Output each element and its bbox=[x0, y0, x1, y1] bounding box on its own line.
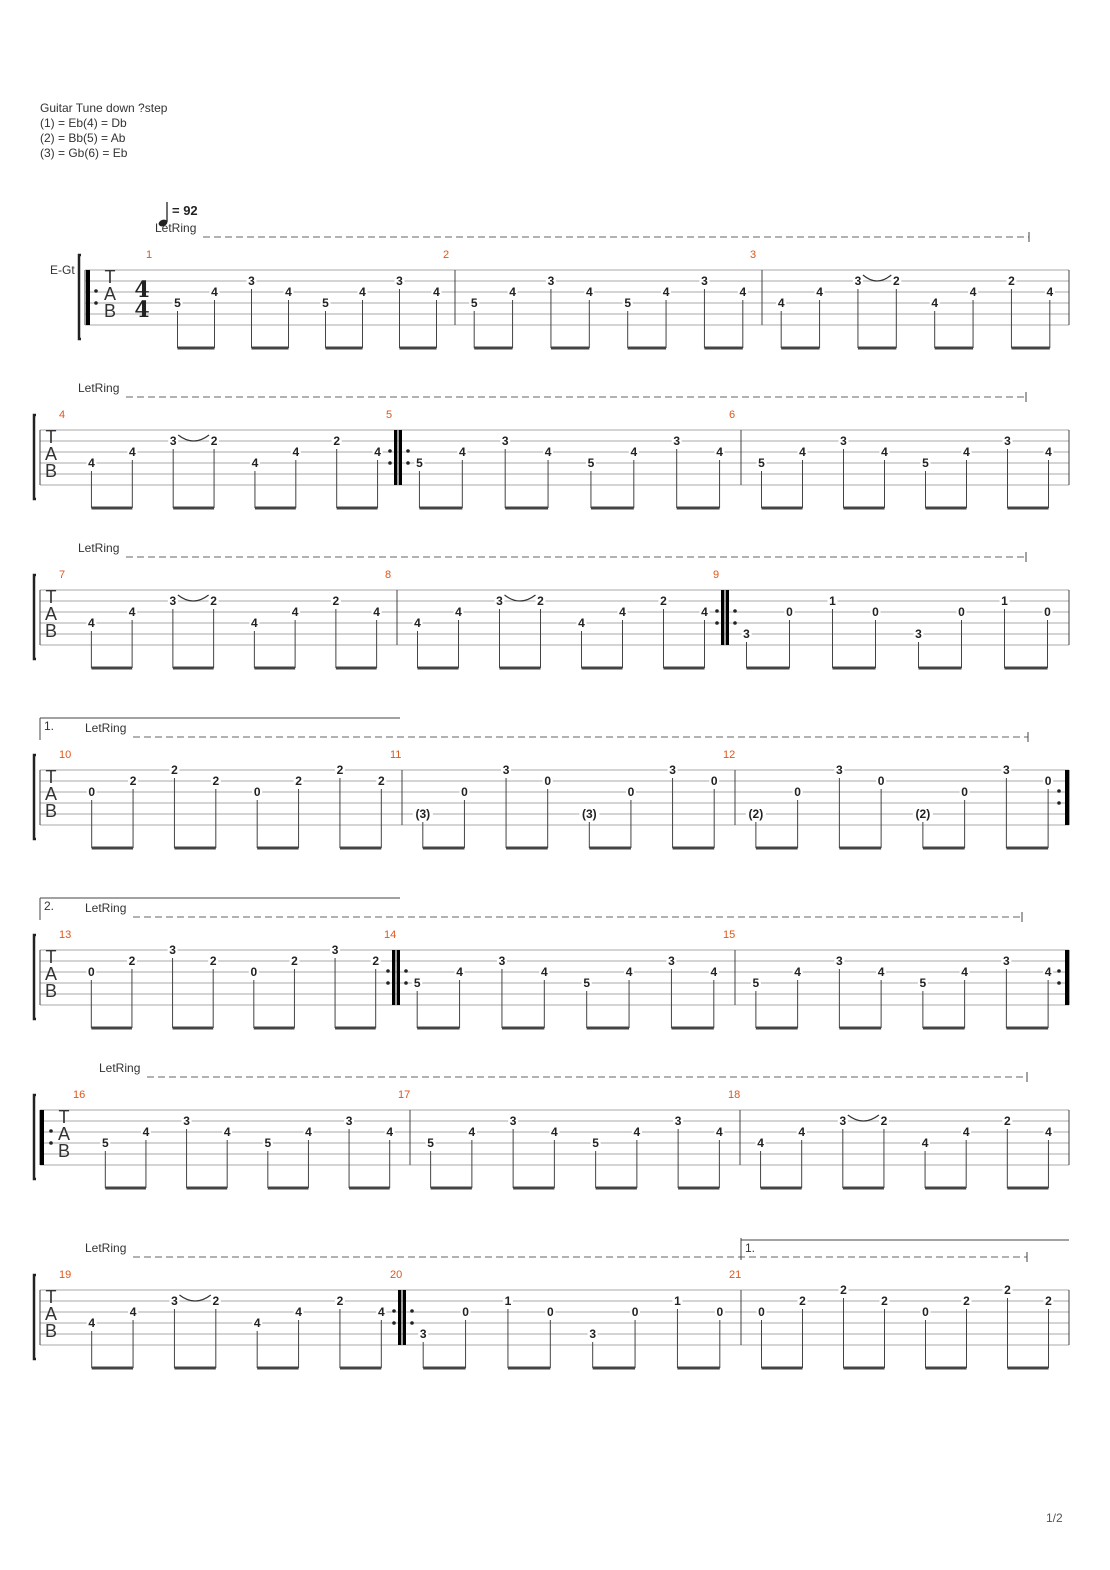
repeat-dot bbox=[406, 461, 410, 465]
tuning-line-2: (2) = Bb(5) = Ab bbox=[40, 131, 126, 145]
fret-number: 3 bbox=[674, 1114, 682, 1128]
repeat-thick-bar bbox=[403, 1290, 406, 1345]
fret-number: 3 bbox=[840, 434, 847, 448]
repeat-dot bbox=[388, 449, 392, 453]
fret-number: 0 bbox=[461, 785, 468, 799]
fret-number: 4 bbox=[128, 445, 136, 459]
repeat-thick-bar bbox=[398, 1290, 401, 1345]
fret-number: 4 bbox=[777, 296, 785, 310]
fret-number: 4 bbox=[544, 445, 552, 459]
fret-number: 3 bbox=[345, 1114, 353, 1128]
repeat-dot bbox=[1057, 969, 1061, 973]
fret-number: 3 bbox=[502, 763, 510, 777]
fret-number: 4 bbox=[285, 285, 292, 299]
tab-systems bbox=[34, 221, 1069, 1368]
fret-number: 2 bbox=[660, 594, 667, 608]
tab-system bbox=[34, 541, 1069, 668]
tempo-marking: = 92 bbox=[172, 203, 198, 218]
fret-number: 4 bbox=[921, 1136, 929, 1150]
fret-number: 2 bbox=[963, 1294, 970, 1308]
tab-clef-letter: A bbox=[44, 964, 58, 984]
fret-number: 3 bbox=[183, 1114, 190, 1128]
fret-number: 5 bbox=[416, 456, 423, 470]
measure-number: 14 bbox=[384, 929, 397, 941]
fret-number: 4 bbox=[877, 965, 885, 979]
measure-number: 1 bbox=[146, 249, 153, 261]
fret-number: 2 bbox=[212, 1294, 220, 1308]
fret-number: (3) bbox=[415, 807, 431, 821]
repeat-dot bbox=[1057, 789, 1061, 793]
fret-number: 3 bbox=[668, 954, 675, 968]
fret-number: 4 bbox=[799, 445, 806, 459]
let-ring-label: LetRing bbox=[99, 1061, 141, 1075]
fret-number: 0 bbox=[716, 1305, 724, 1319]
tab-clef-letter: A bbox=[44, 1304, 58, 1324]
tie-arc bbox=[178, 595, 209, 601]
fret-number: 3 bbox=[501, 434, 509, 448]
measure-number: 7 bbox=[59, 569, 66, 581]
fret-number: 4 bbox=[798, 1125, 806, 1139]
fret-number: 4 bbox=[373, 605, 380, 619]
fret-number: 4 bbox=[291, 605, 299, 619]
fret-number: 4 bbox=[739, 285, 747, 299]
tie-arc bbox=[863, 275, 891, 281]
fret-number: 3 bbox=[1003, 763, 1010, 777]
fret-number: 4 bbox=[881, 445, 888, 459]
fret-number: 0 bbox=[872, 605, 879, 619]
tab-clef-letter: B bbox=[44, 981, 58, 1001]
fret-number: 4 bbox=[757, 1136, 764, 1150]
fret-number: 4 bbox=[414, 616, 421, 630]
fret-number: 3 bbox=[836, 763, 843, 777]
fret-number: 2 bbox=[332, 594, 340, 608]
fret-number: 3 bbox=[669, 763, 676, 777]
fret-number: (2) bbox=[748, 807, 764, 821]
fret-number: 4 bbox=[931, 296, 939, 310]
fret-number: 1 bbox=[504, 1294, 512, 1308]
fret-number: 2 bbox=[377, 774, 385, 788]
fret-number: 4 bbox=[88, 456, 95, 470]
fret-number: 4 bbox=[251, 616, 258, 630]
fret-number: 4 bbox=[253, 1316, 261, 1330]
fret-number: 2 bbox=[212, 774, 220, 788]
fret-number: 5 bbox=[470, 296, 478, 310]
fret-number: 0 bbox=[877, 774, 885, 788]
tab-clef-letter: B bbox=[44, 801, 58, 821]
fret-number: 0 bbox=[250, 965, 258, 979]
fret-number: 4 bbox=[211, 285, 218, 299]
repeat-dot bbox=[388, 461, 392, 465]
fret-number: 4 bbox=[710, 965, 718, 979]
fret-number: 2 bbox=[333, 434, 341, 448]
fret-number: 3 bbox=[498, 954, 506, 968]
fret-number: 5 bbox=[583, 976, 591, 990]
tab-clef-letter: B bbox=[44, 621, 58, 641]
fret-number: 5 bbox=[752, 976, 760, 990]
fret-number: 0 bbox=[958, 605, 965, 619]
fret-number: 2 bbox=[880, 1114, 888, 1128]
tab-clef-letter: A bbox=[103, 284, 117, 304]
system-brace bbox=[34, 575, 36, 659]
fret-number: 3 bbox=[673, 434, 681, 448]
repeat-dot bbox=[94, 301, 98, 305]
fret-number: 4 bbox=[129, 1305, 137, 1319]
fret-number: 2 bbox=[892, 274, 900, 288]
fret-number: 4 bbox=[295, 1305, 302, 1319]
fret-number: 5 bbox=[592, 1136, 599, 1150]
fret-number: 4 bbox=[630, 445, 638, 459]
fret-number: 4 bbox=[374, 445, 381, 459]
fret-number: 4 bbox=[509, 285, 516, 299]
fret-number: 0 bbox=[1044, 605, 1051, 619]
repeat-dot bbox=[406, 449, 410, 453]
fret-number: 3 bbox=[169, 594, 177, 608]
repeat-thick-bar bbox=[399, 430, 402, 485]
tuning-line-3: (3) = Gb(6) = Eb bbox=[40, 146, 128, 160]
repeat-dot bbox=[392, 1321, 396, 1325]
fret-number: 3 bbox=[854, 274, 862, 288]
fret-number: 0 bbox=[710, 774, 718, 788]
let-ring-label: LetRing bbox=[78, 381, 120, 395]
fret-number: 1 bbox=[1001, 594, 1008, 608]
repeat-thick-bar bbox=[1065, 770, 1069, 825]
fret-number: 2 bbox=[799, 1294, 806, 1308]
fret-number: 1 bbox=[674, 1294, 681, 1308]
fret-number: 3 bbox=[701, 274, 708, 288]
fret-number: 4 bbox=[433, 285, 440, 299]
tab-system bbox=[34, 1238, 1069, 1368]
fret-number: 3 bbox=[839, 1114, 847, 1128]
fret-number: 2 bbox=[210, 594, 217, 608]
measure-number: 21 bbox=[729, 1269, 742, 1281]
measure-number: 16 bbox=[73, 1089, 86, 1101]
fret-number: 3 bbox=[509, 1114, 517, 1128]
fret-number: 4 bbox=[816, 285, 823, 299]
measure-number: 11 bbox=[390, 749, 402, 761]
time-signature-bottom: 4 bbox=[134, 297, 150, 323]
fret-number: 0 bbox=[794, 785, 801, 799]
fret-number: 3 bbox=[915, 627, 922, 641]
tab-clef-letter: T bbox=[45, 427, 57, 447]
volta-number: 1. bbox=[44, 719, 55, 733]
repeat-dot bbox=[49, 1129, 53, 1133]
fret-number: 3 bbox=[396, 274, 403, 288]
fret-number: 5 bbox=[624, 296, 632, 310]
fret-number: 3 bbox=[171, 1294, 178, 1308]
fret-number: 3 bbox=[1004, 434, 1011, 448]
volta-number: 1. bbox=[745, 1241, 756, 1255]
tab-clef-letter: B bbox=[103, 301, 117, 321]
repeat-dot bbox=[49, 1141, 53, 1145]
fret-number: 5 bbox=[922, 456, 929, 470]
tab-clef-letter: B bbox=[44, 461, 58, 481]
fret-number: 2 bbox=[209, 954, 217, 968]
let-ring-label: LetRing bbox=[155, 221, 197, 235]
system-brace bbox=[34, 1275, 36, 1359]
fret-number: 4 bbox=[456, 965, 463, 979]
system-brace bbox=[34, 935, 36, 1019]
fret-number: 0 bbox=[253, 785, 261, 799]
tab-clef-letter: T bbox=[45, 767, 57, 787]
fret-number: 2 bbox=[372, 954, 380, 968]
repeat-thick-bar bbox=[721, 590, 724, 645]
tuning-title: Guitar Tune down ?step bbox=[40, 101, 168, 115]
fret-number: 4 bbox=[455, 605, 462, 619]
fret-number: 2 bbox=[210, 434, 218, 448]
system-brace bbox=[34, 415, 36, 499]
measure-number: 4 bbox=[59, 409, 66, 421]
fret-number: 4 bbox=[963, 445, 970, 459]
measure-number: 5 bbox=[386, 409, 393, 421]
tab-clef-letter: A bbox=[57, 1124, 71, 1144]
fret-number: 4 bbox=[701, 605, 708, 619]
repeat-dot bbox=[1057, 981, 1061, 985]
let-ring-label: LetRing bbox=[85, 1241, 127, 1255]
repeat-thick-bar bbox=[392, 950, 395, 1005]
fret-number: 3 bbox=[743, 627, 750, 641]
tab-system bbox=[34, 898, 1069, 1028]
fret-number: 3 bbox=[1003, 954, 1010, 968]
fret-number: 0 bbox=[462, 1305, 469, 1319]
repeat-thick-bar bbox=[726, 590, 729, 645]
fret-number: 3 bbox=[248, 274, 255, 288]
fret-number: 0 bbox=[627, 785, 635, 799]
measure-number: 10 bbox=[59, 749, 72, 761]
measure-number: 13 bbox=[59, 929, 72, 941]
measure-number: 20 bbox=[390, 1269, 403, 1281]
repeat-dot bbox=[404, 969, 408, 973]
tab-system bbox=[34, 718, 1069, 848]
measure-number: 3 bbox=[750, 249, 757, 261]
fret-number: 1 bbox=[829, 594, 836, 608]
fret-number: 4 bbox=[716, 445, 723, 459]
measure-number: 9 bbox=[713, 569, 720, 581]
repeat-dot bbox=[715, 621, 719, 625]
fret-number: 4 bbox=[458, 445, 466, 459]
let-ring-label: LetRing bbox=[85, 901, 127, 915]
fret-number: 4 bbox=[716, 1125, 723, 1139]
repeat-dot bbox=[410, 1309, 414, 1313]
fret-number: 0 bbox=[961, 785, 968, 799]
tab-clef-letter: T bbox=[45, 587, 57, 607]
fret-number: 4 bbox=[662, 285, 670, 299]
fret-number: 4 bbox=[1045, 1125, 1052, 1139]
fret-number: 2 bbox=[840, 1283, 847, 1297]
repeat-dot bbox=[94, 289, 98, 293]
repeat-dot bbox=[733, 621, 737, 625]
fret-number: 4 bbox=[961, 965, 968, 979]
fret-number: 5 bbox=[919, 976, 927, 990]
fret-number: 2 bbox=[336, 1294, 344, 1308]
measure-number: 15 bbox=[723, 929, 736, 941]
fret-number: 2 bbox=[1003, 1114, 1011, 1128]
let-ring-label: LetRing bbox=[78, 541, 120, 555]
fret-number: 4 bbox=[633, 1125, 641, 1139]
fret-number: 4 bbox=[619, 605, 626, 619]
let-ring-label: LetRing bbox=[85, 721, 127, 735]
fret-number: 4 bbox=[585, 285, 593, 299]
fret-number: 3 bbox=[169, 943, 176, 957]
repeat-dot bbox=[386, 969, 390, 973]
fret-number: 4 bbox=[377, 1305, 385, 1319]
system-brace bbox=[79, 255, 81, 339]
fret-number: 4 bbox=[551, 1125, 558, 1139]
fret-number: 4 bbox=[305, 1125, 312, 1139]
measure-number: 6 bbox=[729, 409, 736, 421]
fret-number: 4 bbox=[540, 965, 548, 979]
measure-number: 2 bbox=[443, 249, 450, 261]
tab-system bbox=[34, 381, 1069, 508]
tie-arc bbox=[505, 595, 536, 601]
tab-clef-letter: T bbox=[45, 1287, 57, 1307]
fret-number: 4 bbox=[1044, 965, 1052, 979]
fret-number: 5 bbox=[174, 296, 181, 310]
fret-number: 2 bbox=[1004, 1283, 1011, 1297]
fret-number: 4 bbox=[962, 1125, 970, 1139]
fret-number: 4 bbox=[223, 1125, 231, 1139]
tab-clef-letter: B bbox=[57, 1141, 71, 1161]
page-number: 1/2 bbox=[1046, 1511, 1063, 1525]
repeat-dot bbox=[410, 1321, 414, 1325]
fret-number: 4 bbox=[1046, 285, 1054, 299]
measure-number: 17 bbox=[398, 1089, 411, 1101]
tab-clef-letter: T bbox=[104, 267, 116, 287]
fret-number: 5 bbox=[322, 296, 329, 310]
measure-number: 18 bbox=[728, 1089, 741, 1101]
tab-clef-letter: A bbox=[44, 604, 58, 624]
fret-number: 0 bbox=[922, 1305, 929, 1319]
fret-number: 5 bbox=[587, 456, 595, 470]
fret-number: 2 bbox=[1045, 1294, 1052, 1308]
fret-number: 3 bbox=[589, 1327, 597, 1341]
tab-clef-letter: T bbox=[45, 947, 57, 967]
repeat-thick-bar bbox=[1065, 950, 1069, 1005]
tab-system bbox=[79, 221, 1069, 348]
tab-clef-letter: T bbox=[58, 1107, 70, 1127]
volta-number: 2. bbox=[44, 899, 55, 913]
fret-number: 0 bbox=[546, 1305, 554, 1319]
tab-clef-letter: A bbox=[44, 444, 58, 464]
system-brace bbox=[34, 755, 36, 839]
tab-clef-letter: B bbox=[44, 1321, 58, 1341]
fret-number: 4 bbox=[1045, 445, 1052, 459]
fret-number: 4 bbox=[292, 445, 300, 459]
fret-number: 3 bbox=[547, 274, 555, 288]
fret-number: 4 bbox=[88, 616, 95, 630]
fret-number: 2 bbox=[1008, 274, 1015, 288]
fret-number: 5 bbox=[413, 976, 421, 990]
fret-number: 2 bbox=[295, 774, 302, 788]
fret-number: 0 bbox=[88, 785, 96, 799]
fret-number: 2 bbox=[291, 954, 298, 968]
repeat-thick-bar bbox=[86, 270, 90, 325]
measure-number: 19 bbox=[59, 1269, 72, 1281]
fret-number: 3 bbox=[836, 954, 843, 968]
tab-system bbox=[34, 1061, 1069, 1188]
repeat-dot bbox=[392, 1309, 396, 1313]
fret-number: 3 bbox=[419, 1327, 427, 1341]
fret-number: 4 bbox=[969, 285, 977, 299]
score-header bbox=[50, 202, 198, 277]
tie-arc bbox=[848, 1115, 879, 1121]
fret-number: 3 bbox=[169, 434, 177, 448]
fret-number: 4 bbox=[251, 456, 259, 470]
fret-number: 0 bbox=[631, 1305, 639, 1319]
fret-number: 5 bbox=[101, 1136, 109, 1150]
repeat-dot bbox=[386, 981, 390, 985]
fret-number: 4 bbox=[625, 965, 633, 979]
time-signature-top: 4 bbox=[134, 277, 150, 303]
fret-number: (2) bbox=[915, 807, 931, 821]
fret-number: 2 bbox=[171, 763, 178, 777]
fret-number: 3 bbox=[331, 943, 339, 957]
fret-number: 4 bbox=[359, 285, 366, 299]
tab-clef-letter: A bbox=[44, 784, 58, 804]
fret-number: 0 bbox=[1044, 774, 1052, 788]
fret-number: 4 bbox=[142, 1125, 150, 1139]
tie-arc bbox=[178, 435, 209, 441]
instrument-label: E-Gt bbox=[50, 263, 75, 277]
tuning-line-1: (1) = Eb(4) = Db bbox=[40, 116, 127, 130]
fret-number: 2 bbox=[881, 1294, 888, 1308]
measure-number: 12 bbox=[723, 749, 736, 761]
repeat-thick-bar bbox=[394, 430, 397, 485]
fret-number: 0 bbox=[758, 1305, 765, 1319]
fret-number: 0 bbox=[87, 965, 95, 979]
repeat-dot bbox=[715, 609, 719, 613]
fret-number: 3 bbox=[496, 594, 503, 608]
fret-number: 2 bbox=[128, 954, 136, 968]
fret-number: 5 bbox=[427, 1136, 434, 1150]
repeat-dot bbox=[1057, 801, 1061, 805]
fret-number: 4 bbox=[386, 1125, 394, 1139]
fret-number: 5 bbox=[758, 456, 765, 470]
fret-number: 0 bbox=[786, 605, 793, 619]
fret-number: 5 bbox=[264, 1136, 272, 1150]
fret-number: 4 bbox=[578, 616, 585, 630]
fret-number: 2 bbox=[129, 774, 137, 788]
fret-number: 0 bbox=[544, 774, 552, 788]
measure-number: 8 bbox=[385, 569, 392, 581]
system-brace bbox=[34, 1095, 36, 1179]
fret-number: 4 bbox=[794, 965, 801, 979]
repeat-dot bbox=[404, 981, 408, 985]
repeat-dot bbox=[733, 609, 737, 613]
fret-number: 2 bbox=[537, 594, 544, 608]
fret-number: (3) bbox=[581, 807, 597, 821]
fret-number: 4 bbox=[468, 1125, 476, 1139]
repeat-thick-bar bbox=[40, 1110, 44, 1165]
repeat-thick-bar bbox=[397, 950, 400, 1005]
tie-arc bbox=[179, 1295, 210, 1301]
fret-number: 4 bbox=[128, 605, 136, 619]
fret-number: 2 bbox=[336, 763, 344, 777]
fret-number: 4 bbox=[88, 1316, 96, 1330]
